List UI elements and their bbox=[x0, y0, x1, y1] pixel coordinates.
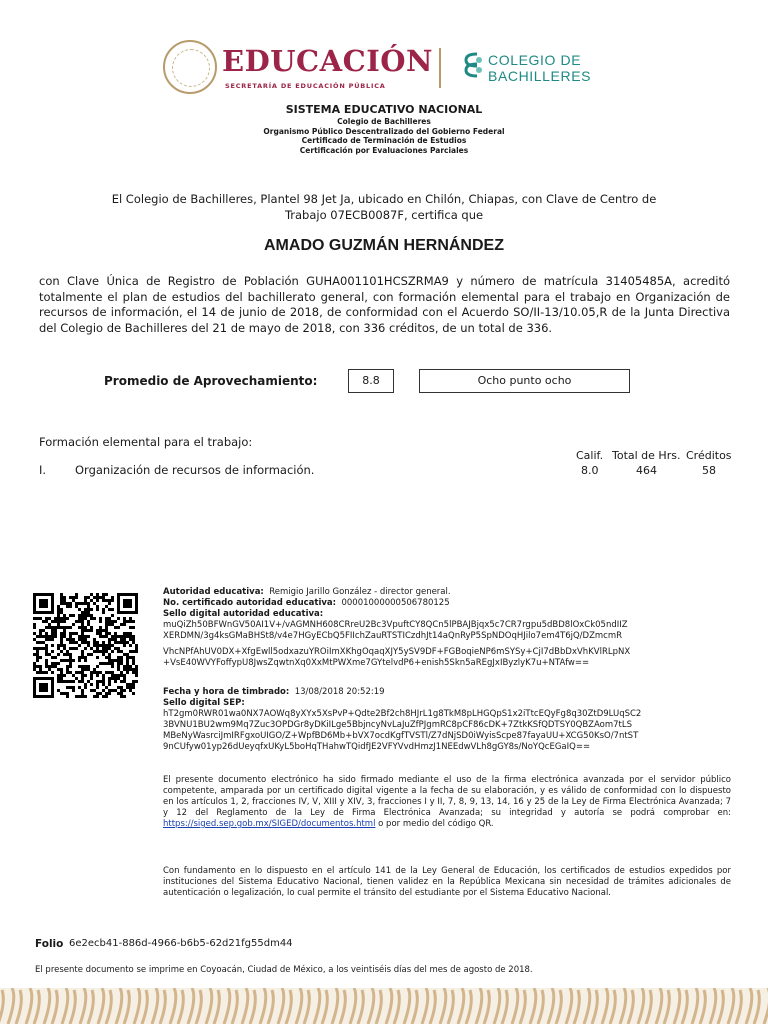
table-row-hrs: 464 bbox=[636, 464, 657, 477]
no-cert-label: No. certificado autoridad educativa: bbox=[163, 598, 337, 608]
legal-paragraph-2: Con fundamento en lo dispuesto en el artículo 141 de la Ley General de Educación, los certificados de estudios expedidos por instituciones del Sistema Educativo Nacional, tienen validez en la República Mexicana sin necesidad de trámites adicionales de autenticación o legalización, lo cual permite el tránsito del estudiante por el Sistema Educativo Nacional. bbox=[163, 866, 731, 898]
column-header-hrs: Total de Hrs. bbox=[612, 449, 681, 462]
org-subtitle: SECRETARÍA DE EDUCACIÓN PÚBLICA bbox=[225, 82, 386, 90]
decorative-border bbox=[0, 988, 768, 1024]
sello-sep-label: Sello digital SEP: bbox=[163, 698, 245, 708]
sello-autoridad-line: XERDMN/3g4ksGMaBHSt8/v4e7HGyECbQ5FIIchZauRTSTICzdhJt14aQnRyP5SpNDOqHJilo7em4T6jQ/DZmcmR bbox=[163, 631, 623, 641]
partner-name-line2: BACHILLERES bbox=[488, 68, 592, 84]
no-cert-value: 00001000000506780125 bbox=[341, 598, 450, 608]
subline: Certificación por Evaluaciones Parciales bbox=[299, 145, 469, 155]
sello-autoridad-line: VhcNPfAhUV0DX+XfgEwll5odxazuYROiImXKhgOqaqXJY5ySV9DF+FGBoqieNP6mSYSy+CjI7dBbDxVhKVlRLpNX bbox=[163, 647, 631, 657]
table-row-description: Organización de recursos de información. bbox=[75, 463, 315, 477]
sello-sep-line: MBeNyWasrciJmIRFgxoUIGO/Z+WpfBD6Mb+bVX7ocdKgfTVSTl/Z7dNjSD0iWyisScpe87fayaUU+XCG50KsO/7ntST bbox=[163, 731, 639, 741]
subline: Organismo Público Descentralizado del Gobierno Federal bbox=[263, 126, 505, 136]
promedio-text: Ocho punto ocho bbox=[419, 369, 630, 393]
sello-sep-line: 3BVNU1BU2wm9Mq7Zuc3OPDGr8yDKiILge5BbjncyNvLaJuZfPJgmRC8pCF86cDK+7ZtkKSfQDTSY0QBZAom7tLS bbox=[163, 720, 632, 730]
certification-paragraph: con Clave Única de Registro de Población GUHA001101HCSZRMA9 y número de matrícula 31405485A, acreditó totalmente el plan de estudios del bachillerato general, con formación elemental para el trabajo en Organización de recursos de información, el 14 de junio de 2018, de conformidad con el Acuerdo SO/II-13/10.05,R de la Junta Directiva del Colegio de Bachilleres del 21 de mayo de 2018, con 336 créditos, de un total de 336. bbox=[39, 274, 730, 335]
sep-seal-logo bbox=[163, 40, 217, 94]
table-row-calif: 8.0 bbox=[581, 464, 599, 477]
fecha-label: Fecha y hora de timbrado: bbox=[163, 687, 290, 697]
legal-text: o por medio del código QR. bbox=[378, 819, 494, 829]
column-header-creditos: Créditos bbox=[686, 449, 732, 462]
legal-text: El presente documento electrónico ha sido firmado mediante el uso de la firma electrónica avanzada por el servidor público competente, amparada por un certificado digital vigente a la fecha de su elaboración, y es válido de conformidad con lo dispuesto en los artículos 1, 2, fracciones IV, V, XIII y XIV, 3, fracciones I y II, 7, 8, 9, 13, 14, 16 y 25 de la Ley de Firma Electrónica Avanzada; 7 y 12 del Reglamento de la Ley de Firma Electrónica Avanzada; su integridad y autoría se podrá comprobar en: bbox=[163, 775, 731, 818]
autoridad-label: Autoridad educativa: bbox=[163, 587, 264, 597]
intro-text: El Colegio de Bachilleres, Plantel 98 Jet Ja, ubicado en Chilón, Chiapas, con Clave de Centro de Trabajo 07ECB0087F, certifica que bbox=[111, 192, 657, 222]
org-title: EDUCACIÓN bbox=[222, 44, 434, 78]
header-sublines bbox=[0, 117, 768, 155]
legal-paragraph-1 bbox=[163, 775, 731, 830]
table-row-creditos: 58 bbox=[702, 464, 716, 477]
subline: Colegio de Bachilleres bbox=[337, 117, 431, 126]
qr-code-icon[interactable] bbox=[33, 593, 138, 698]
promedio-value: 8.8 bbox=[348, 369, 394, 393]
sello-sep-block bbox=[163, 687, 731, 753]
table-row-number: I. bbox=[39, 463, 47, 477]
autoridad-value: Remigio Jarillo González - director general. bbox=[269, 587, 451, 597]
formacion-title: Formación elemental para el trabajo: bbox=[39, 435, 253, 449]
partner-name-line1: COLEGIO DE bbox=[488, 52, 582, 68]
header-divider bbox=[439, 48, 441, 88]
sistema-heading: SISTEMA EDUCATIVO NACIONAL bbox=[285, 103, 483, 116]
colegio-bachilleres-logo-icon bbox=[462, 50, 484, 80]
promedio-label: Promedio de Aprovechamiento: bbox=[104, 374, 318, 388]
column-header-calif: Calif. bbox=[576, 449, 604, 462]
fecha-value: 13/08/2018 20:52:19 bbox=[294, 687, 385, 697]
folio-label: Folio bbox=[35, 938, 64, 950]
issue-place-text: El presente documento se imprime en Coyoacán, Ciudad de México, a los veintiséis días del mes de agosto de 2018. bbox=[35, 965, 533, 975]
verification-link[interactable]: https://siged.sep.gob.mx/SIGED/documentos.html bbox=[163, 819, 376, 829]
sello-sep-line: hT2gm0RWR01wa0NX7AOWq8yXYx5XsPvP+Qdte2Bf2ch8HJrL1g8TkM8pLHGQpS1x2iTtcEQyFg8q30ZtD9LUqSC2 bbox=[163, 709, 642, 719]
sello-autoridad-line: muQiZh50BFWnGV50AI1V+/vAGMNH608CRreU2Bc3VpuftCY8QCn5lPBAJBjqx5c7CR7rgpu5dBD8lOxCk05ndIIZ bbox=[163, 620, 628, 630]
sello-sep-line: 9nCUfyw01yp26dUeyqfxUKyL5boHqTHahwTQidfJE2VFYVvdHmzJ1NEEdwVLh8gGY8s/NoYQcEGaIQ== bbox=[163, 742, 591, 752]
folio-value: 6e2ecb41-886d-4966-b6b5-62d21fg55dm44 bbox=[69, 938, 293, 949]
sello-autoridad-label: Sello digital autoridad educativa: bbox=[163, 609, 324, 619]
signature-block bbox=[163, 587, 731, 669]
subline: Certificado de Terminación de Estudios bbox=[301, 136, 467, 145]
student-name: AMADO GUZMÁN HERNÁNDEZ bbox=[264, 237, 504, 254]
sello-autoridad-line: +VsE40WVYFoffypU8JwsZqwtnXq0XxMtPWXme7GYtelvdP6+enish5Skn5aREgJxIByzlyK7u+NTAfw== bbox=[163, 658, 590, 668]
